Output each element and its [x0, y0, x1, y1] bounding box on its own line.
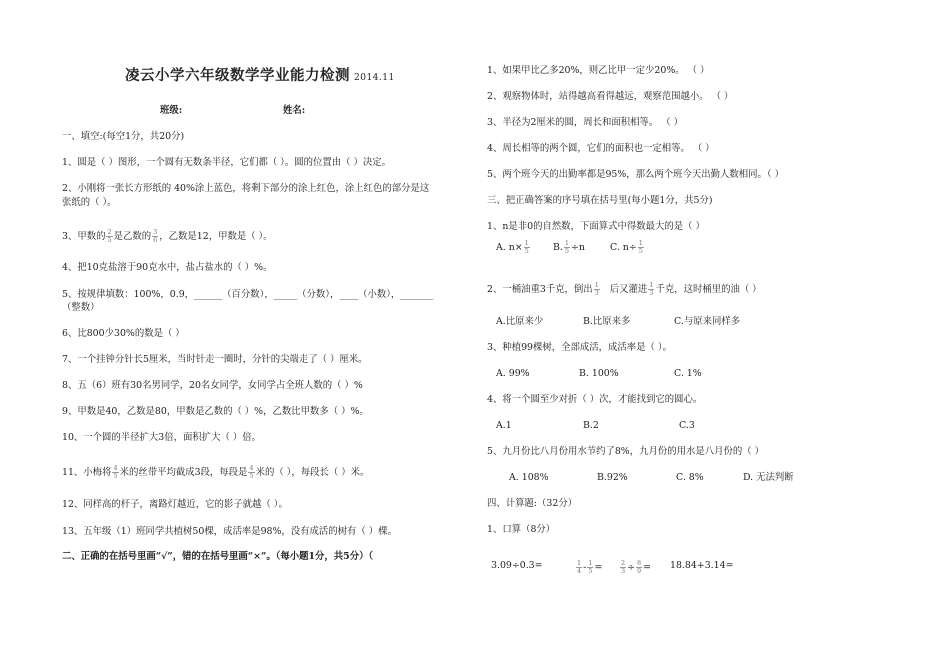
choice-4-option-b: B.2 [583, 420, 599, 431]
question-6: 6、比800少30%的数是（ ） [62, 328, 185, 339]
choice-3: 3、种植99棵树，全部成活，成活率是（ ）。 [487, 342, 672, 353]
choice-5-option-d: D. 无法判断 [743, 472, 794, 483]
fraction: $\frac{4}{5}$ [249, 464, 254, 480]
question-9: 9、甲数是40，乙数是80，甲数是乙数的（ ）%，乙数比甲数多（ ）%。 [62, 406, 369, 417]
question-5-line2: （整数） [62, 302, 100, 313]
expression-1: 3.09÷0.3= [491, 560, 543, 571]
section-fill-blank: 一、填空:(每空1分，共20分) [62, 131, 185, 142]
question-13: 13、五年级（1）班同学共植树50棵，成活率是98%，没有成活的树有（ ）棵。 [62, 526, 397, 537]
fraction: $\frac{1}{3}$ [649, 281, 654, 297]
fraction: $\frac{1}{5}$ [588, 559, 593, 575]
question-5-line1: 5、按规律填数：100%，0.9，______（百分数），_____（分数），____（小数），_______ [62, 289, 434, 300]
judge-1: 1、如果甲比乙多20%，则乙比甲一定少20%。 （ ） [487, 65, 710, 76]
choice-3-option-a: A. 99% [496, 368, 530, 379]
exam-date: 2014.11 [354, 73, 395, 83]
name-label: 姓名: [283, 105, 306, 116]
choice-4-option-c: C.3 [679, 420, 695, 431]
fraction: $\frac{1}{4}$ [577, 559, 582, 575]
choice-5-option-a: A. 108% [509, 472, 549, 483]
question-2-line2: 张纸的（ ）。 [62, 197, 117, 208]
choice-5-option-b: B.92% [597, 472, 628, 483]
choice-2: 2、一桶油重3千克，倒出 $\frac{1}{3}$ 后又灌进 $\frac{1}{3}$ 千克，这时桶里的油（ ） [487, 281, 762, 297]
question-3: 3、甲数的 $\frac{2}{5}$ 是乙数的 $\frac{3}{6}$ ，乙数是12，甲数是（ ）。 [62, 228, 273, 244]
fraction: $\frac{1}{3}$ [594, 281, 599, 297]
oral-calc-heading: 1、口算（8分） [487, 524, 556, 535]
expression-2: $\frac{1}{4}$ - $\frac{1}{5}$ = [577, 559, 603, 575]
fraction: $\frac{1}{5}$ [524, 239, 529, 255]
section-true-false: 二、正确的在括号里画“√”，错的在括号里画“×”。（每小题1分，共5分）（ [62, 551, 374, 562]
question-4: 4、把10克盐溶于90克水中，盐占盐水的（ ）%。 [62, 262, 273, 273]
choice-5: 5、九月份比八月份用水节约了8%，九月份的用水是八月份的（ ） [487, 446, 764, 457]
choice-2-option-a: A.比原来少 [496, 316, 544, 327]
choice-1-option-b: B. $\frac{1}{5}$ ÷n [553, 239, 585, 255]
choice-3-option-c: C. 1% [674, 368, 702, 379]
question-2-line1: 2、小刚将一张长方形纸的 40%涂上蓝色，将剩下部分的涂上红色，涂上红色的部分是这 [62, 183, 430, 194]
judge-3: 3、半径为2厘米的圆，周长和面积相等。 （ ） [487, 117, 684, 128]
question-10: 10、一个圆的半径扩大3倍，面积扩大（ ）倍。 [62, 432, 262, 443]
choice-1-option-c: C. n÷ $\frac{1}{5}$ [610, 239, 643, 255]
question-11: 11、小梅将 $\frac{4}{5}$ 米的丝带平均截成3段，每段是 $\frac{4}{5}$ 米的（ ），每段长（ ）米。 [62, 464, 370, 480]
fraction: $\frac{4}{5}$ [113, 464, 118, 480]
judge-4: 4、周长相等的两个圆，它们的面积也一定相等。 （ ） [487, 143, 715, 154]
fraction: $\frac{2}{5}$ [107, 228, 112, 244]
judge-5: 5、两个班今天的出勤率都是95%，那么两个班今天出勤人数相同。（ ） [487, 169, 784, 180]
section-choice: 三、把正确答案的序号填在括号里(每小题1分，共5分) [487, 195, 713, 206]
choice-2-option-c: C.与原来同样多 [674, 316, 741, 327]
section-calculation: 四、计算题:（32分） [487, 498, 578, 509]
expression-4: 18.84+3.14= [670, 560, 734, 571]
choice-4: 4、将一个圆至少对折（ ）次，才能找到它的圆心。 [487, 394, 703, 405]
fraction: $\frac{1}{5}$ [638, 239, 643, 255]
class-label: 班级: [160, 105, 183, 116]
choice-1: 1、n是非0的自然数，下面算式中得数最大的是（ ） [487, 221, 705, 232]
fraction: $\frac{3}{6}$ [153, 228, 158, 244]
choice-5-option-c: C. 8% [676, 472, 704, 483]
question-12: 12、同样高的杆子，离路灯越近，它的影子就越（ ）。 [62, 499, 288, 510]
fraction: $\frac{8}{9}$ [637, 559, 642, 575]
question-7: 7、一个挂钟分针长5厘米，当时针走一圈时，分针的尖端走了（ ）厘米。 [62, 354, 368, 365]
page-title: 凌云小学六年级数学学业能力检测 2014.11 [125, 67, 395, 84]
fraction: $\frac{1}{5}$ [564, 239, 570, 255]
expression-3: $\frac{2}{3}$ ÷ $\frac{8}{9}$ = [621, 559, 651, 575]
question-1: 1、圆是（ ）图形，一个圆有无数条半径，它们都（ ）。圆的位置由（ ）决定。 [62, 157, 391, 168]
choice-2-option-b: B.比原来多 [583, 316, 631, 327]
question-8: 8、五（6）班有30名男同学，20名女同学，女同学占全班人数的（ ）% [62, 380, 363, 391]
choice-3-option-b: B. 100% [579, 368, 619, 379]
fraction: $\frac{2}{3}$ [621, 559, 626, 575]
judge-2: 2、观察物体时，站得越高看得越远，观察范围越小。 （ ） [487, 91, 734, 102]
choice-4-option-a: A.1 [496, 420, 512, 431]
choice-1-option-a: A. n× $\frac{1}{5}$ [496, 239, 529, 255]
